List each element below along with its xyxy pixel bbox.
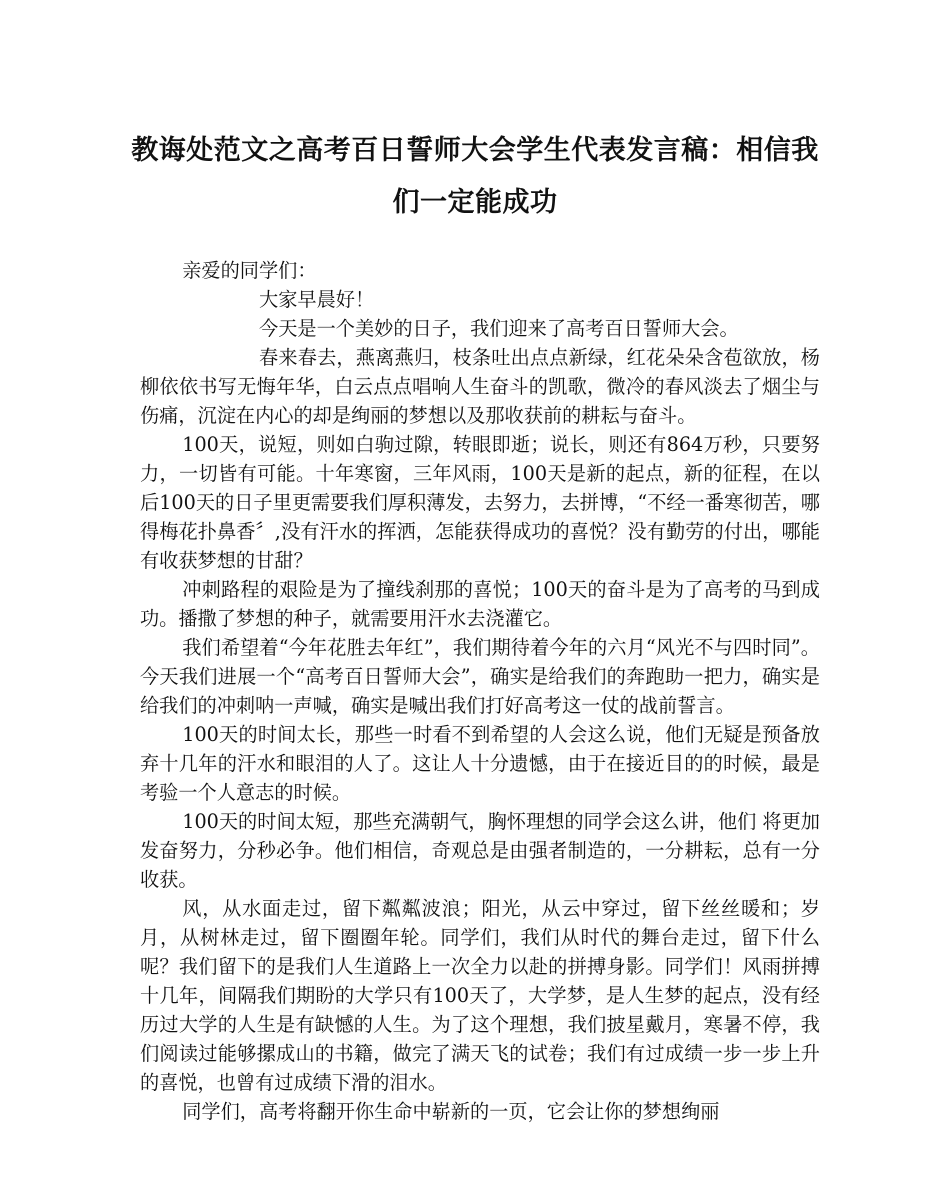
paragraph: 今天是一个美妙的日子，我们迎来了高考百日誓师大会。 [259,317,739,340]
paragraph: 风，从水面走过，留下粼粼波浪；阳光，从云中穿过，留下丝丝暖和；岁月，从树林走过，留下圈圈年轮。同学们，我们从时代的舞台走过，留下什么呢？我们留下的是我们人生道路上一次全力以赴的拼搏身影。同学们！风雨拼搏十几年，间隔我们期盼的大学只有100天了，大学梦，是人生梦的起点，没有经历过大学的人生是有缺憾的人生。为了这个理想，我们披星戴月，寒暑不停，我们阅读过能够摞成山的书籍，做完了满天飞的试卷；我们有过成绩一步一步上升的喜悦，也曾有过成绩下滑的泪水。 [140,897,820,1094]
document-body [140,256,820,1126]
paragraph: 100天的时间太长，那些一时看不到希望的人会这么说，他们无疑是预备放弃十几年的汗水和眼泪的人了。这让人十分遗憾，由于在接近目的的时候，最是考验一个人意志的时候。 [140,723,820,804]
paragraph: 同学们，高考将翻开你生命中崭新的一页，它会让你的梦想绚丽 [182,1100,720,1123]
paragraph: 100天，说短，则如白驹过隙，转眼即逝；说长，则还有864万秒，只要努力，一切皆有可能。十年寒窗，三年风雨，100天是新的起点，新的征程，在以后100天的日子里更需要我们厚积薄发，去努力，去拼博，“不经一番寒彻苦，哪得梅花扑鼻香〞,没有汗水的挥洒，怎能获得成功的喜悦？没有勤劳的付出，哪能有收获梦想的甘甜？ [140,433,820,572]
document-title: 教诲处范文之高考百日誓师大会学生代表发言稿：相信我们一定能成功 [131,135,819,218]
paragraph: 冲刺路程的艰险是为了撞线刹那的喜悦；100天的奋斗是为了高考的马到成功。播撒了梦想的种子，就需要用汗水去浇灌它。 [140,578,820,630]
paragraph: 100天的时间太短，那些充满朝气，胸怀理想的同学会这么讲，他们 将更加发奋努力，分秒必争。他们相信，奇观总是由强者制造的，一分耕耘，总有一分收获。 [140,810,820,891]
greeting: 大家早晨好！ [259,288,375,311]
paragraph: 春来春去，燕离燕归，枝条吐出点点新绿，红花朵朵含苞欲放，杨柳依依书写无悔年华，白云点点唱响人生奋斗的凯歌，微冷的春风淡去了烟尘与伤痛，沉淀在内心的却是绚丽的梦想以及那收获前的耕耘与奋斗。 [140,346,820,427]
salutation: 亲爱的同学们： [182,259,317,282]
paragraph: 我们希望着“今年花胜去年红”，我们期待着今年的六月“风光不与四时同”。今天我们进展一个“高考百日誓师大会”，确实是给我们的奔跑助一把力，确实是给我们的冲刺呐一声喊，确实是喊出我们打好高考这一仗的战前誓言。 [140,636,820,717]
